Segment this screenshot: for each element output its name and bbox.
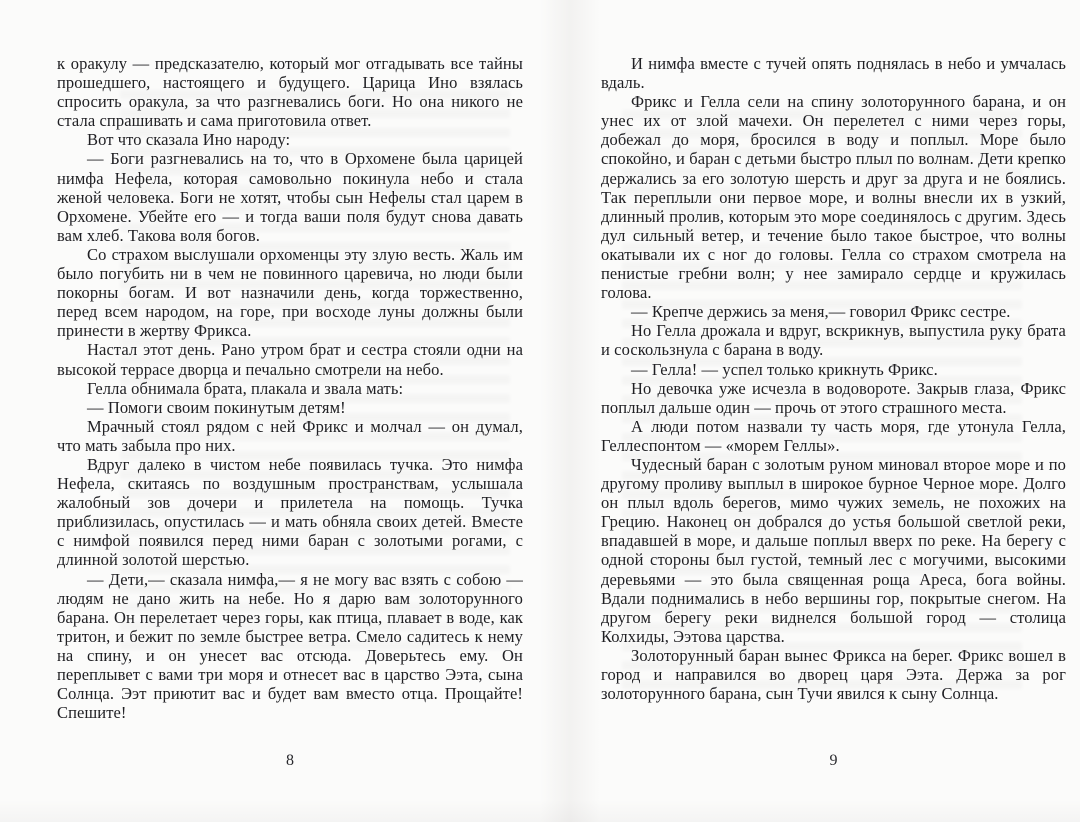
paragraph: Настал этот день. Рано утром брат и сестра стояли одни на высокой террасе дворца и печально смотрели на небо.	[57, 340, 523, 379]
paragraph: — Гелла! — успел только крикнуть Фрикс.	[631, 359, 938, 379]
paragraph: Золоторунный баран вынес Фрикса на берег. Фрикс вошел в город и направился во дворец царя Ээта. Держа за рог золоторунного барана, сын Тучи явился к сыну Солнца.	[601, 645, 1066, 704]
paragraph: Гелла обнимала брата, плакала и звала мать:	[87, 378, 404, 398]
paragraph: Вот что сказала Ино народу:	[87, 130, 291, 150]
paragraph: А люди потом назвали ту часть моря, где утонула Гелла, Геллеспонтом — «морем Геллы».	[601, 416, 1066, 455]
left-page-number: 8	[286, 752, 294, 769]
paragraph: И нимфа вместе с тучей опять поднялась в небо и умчалась вдаль.	[601, 54, 1066, 93]
paragraph: Вдруг далеко в чистом небе появилась тучка. Это нимфа Нефела, скитаясь по воздушным пространствам, услышала жалобный зов дочери и прилетела на помощь. Тучка приблизилась, опустилась — и мать обняла своих детей. Вместе с нимфой появился перед ними баран с золотыми рогами, с длинной золотой шерстью.	[57, 454, 523, 570]
right-page-number: 9	[829, 752, 838, 769]
paragraph: Мрачный стоял рядом с ней Фрикс и молчал — он думал, что мать забыла про них.	[57, 416, 523, 455]
paragraph: к оракулу — предсказателю, который мог отгадывать все тайны прошедшего, настоящего и будущего. Царица Ино взялась спросить оракула, за что разгневались боги. Но она никого не стала спрашивать и сама приготовила ответ.	[57, 54, 523, 131]
paragraph: — Помоги своим покинутым детям!	[87, 397, 346, 417]
paragraph: — Крепче держись за меня,— говорил Фрикс сестре.	[631, 302, 1011, 322]
paragraph: — Боги разгневались на то, что в Орхомене была царицей нимфа Нефела, которая самовольно покинула небо и стала женой человека. Боги не хотят, чтобы сын Нефелы стал царем в Орхомене. Убейте его — и тогда ваши поля будут снова давать вам хлеб. Такова воля богов.	[57, 149, 523, 245]
paragraph: Со страхом выслушали орхоменцы эту злую весть. Жаль им было погубить ни в чем не повинного царевича, но люди были покорны богам. И вот назначили день, когда торжественно, перед всем народом, на горе, при восходе луны должны были принести в жертву Фрикса.	[57, 244, 523, 341]
left-page-text	[57, 54, 523, 722]
paragraph: Но Гелла дрожала и вдруг, вскрикнув, выпустила руку брата и соскользнула с барана в воду.	[601, 321, 1066, 360]
paragraph: — Дети,— сказала нимфа,— я не могу вас взять с собою — людям не дано жить на небе. Но я дарю вам золоторунного барана. Он перелетает через горы, как птица, плавает в воде, как тритон, и бежит по земле быстрее ветра. Смело садитесь к нему на спину, и он унесет вас отсюда. Доверьтесь ему. Он переплывет с вами три моря и отнесет вас в царство Ээта, сына Солнца. Ээт приютит вас и будет вам вместо отца. Прощайте! Спешите!	[57, 569, 523, 723]
paragraph: Чудесный баран с золотым руном миновал второе море и по другому проливу выплыл в широкое бурное Черное море. Долго он плыл вдоль берегов, мимо чужих земель, не похожих на Грецию. Наконец он добрался до устья большой светлой реки, впадавшей в море, и дальше поплыл вверх по реке. На берегу с одной стороны был густой, темный лес с могучими, высокими деревьями — это была священная роща Ареса, бога войны. Вдали поднимались в небо вершины гор, покрытые снегом. На другом берегу реки виднелся большой город — столица Колхиды, Ээтова царства.	[601, 454, 1066, 646]
paragraph: Но девочка уже исчезла в водовороте. Закрыв глаза, Фрикс поплыл дальше один — прочь от этого страшного места.	[601, 378, 1066, 417]
bleed-through-texture	[622, 110, 1022, 690]
right-page	[562, 0, 1080, 822]
paragraph: Фрикс и Гелла сели на спину золоторунного барана, и он унес их от злой мачехи. Он перелетел с ними через горы, добежал до моря, бросился в воду и поплыл. Море было спокойно, и баран с детьми быстро плыл по волнам. Дети крепко держались за его золотую шерсть и друг за друга и не боялись. Так переплыли они первое море, и волны внесли их в узкий, длинный пролив, которым это море соединялось с другим. Здесь дул сильный ветер, и течение было такое быстрое, что волны окатывали их с ног до головы. Гелла со страхом смотрела на пенистые гребни волн; у нее замирало сердце и кружилась голова.	[601, 92, 1066, 303]
